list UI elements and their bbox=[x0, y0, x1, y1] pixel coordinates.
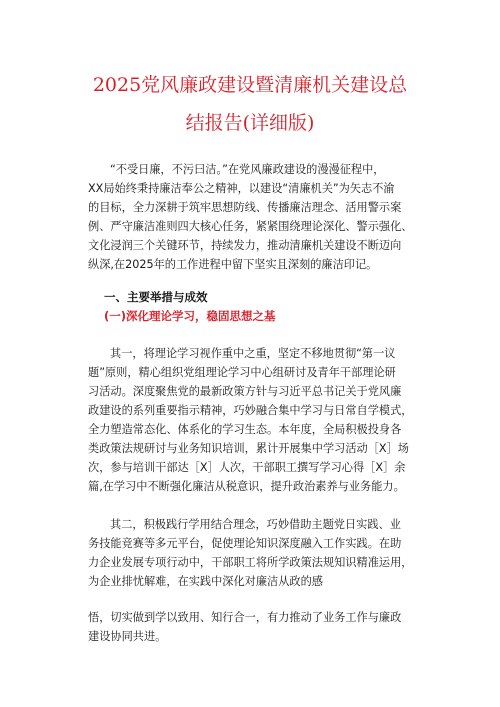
intro-paragraph bbox=[88, 160, 434, 274]
section-subheading: (一)深化理论学习，稳固思想之基 bbox=[104, 309, 276, 323]
intro-line: “不受日廉，不污曰洁。”在党风廉政建设的漫漫征程中， bbox=[110, 163, 385, 176]
paragraph-three bbox=[88, 608, 434, 646]
paragraph-line: 建设协同共进。 bbox=[88, 630, 167, 643]
paragraph-line: 篇,在学习中不断强化廉洁从税意识，提升政治素养与业务能力。 bbox=[88, 480, 405, 493]
paragraph-line: 其一，将理论学习视作重中之重，坚定不移地贯彻“第一议 bbox=[110, 347, 396, 360]
document-title-line-1: 2025党风廉政建设暨清廉机关建设总 bbox=[92, 74, 408, 96]
paragraph-line: 全力塑造常态化、体系化的学习生态。本年度，全局积极投身各 bbox=[88, 423, 402, 436]
intro-line: 纵深,在2025年的工作进程中留下坚实且深刻的廉洁印记。 bbox=[88, 258, 378, 271]
paragraph-line: 力企业发展专项行动中，干部职工将所学政策法规知识精准运用， bbox=[88, 556, 413, 569]
intro-line: 文化浸润三个关键环节，持续发力，推动清廉机关建设不断迈向 bbox=[88, 239, 402, 252]
paragraph-line: 习活动。深度聚焦党的最新政策方针与习近平总书记关于党风廉 bbox=[88, 385, 402, 398]
paragraph-line: 类政策法规研讨与业务知识培训，累计开展集中学习活动［X］场 bbox=[88, 442, 409, 455]
paragraph-line: 其二，积极践行学用结合理念，巧妙借助主题党日实践、业 bbox=[110, 518, 401, 531]
section-heading: 一、主要举措与成效 bbox=[104, 290, 208, 304]
paragraph-line: 题”原则，精心组织党组理论学习中心组研讨及青年干部理论研 bbox=[88, 366, 396, 379]
paragraph-line: 次，参与培训干部达［X］人次，干部职工撰写学习心得［X］余 bbox=[88, 461, 406, 474]
paragraph-line: 为企业排忧解难，在实践中深化对廉洁从政的感 bbox=[88, 575, 323, 588]
intro-line: 例、严守廉洁准则四大核心任务，紧紧围绕理论深化、警示强化、 bbox=[88, 220, 413, 233]
intro-line: 的目标，全力深耕于筑牢思想防线、传播廉洁理念、活用警示案 bbox=[88, 201, 402, 214]
document-title-line-2: 结报告(详细版) bbox=[185, 112, 315, 134]
intro-line: XX局始终秉持廉洁奉公之精神，以建设“清廉机关”为矢志不渝 bbox=[88, 182, 395, 195]
paragraph-two bbox=[88, 515, 434, 591]
paragraph-one bbox=[88, 344, 434, 496]
paragraph-line: 务技能竞赛等多元平台，促使理论知识深度融入工作实践。在助 bbox=[88, 537, 402, 550]
paragraph-line: 政建设的系列重要指示精神，巧妙融合集中学习与日常自学模式， bbox=[88, 404, 413, 417]
paragraph-line: 悟，切实做到学以致用、知行合一，有力推动了业务工作与廉政 bbox=[88, 611, 402, 624]
